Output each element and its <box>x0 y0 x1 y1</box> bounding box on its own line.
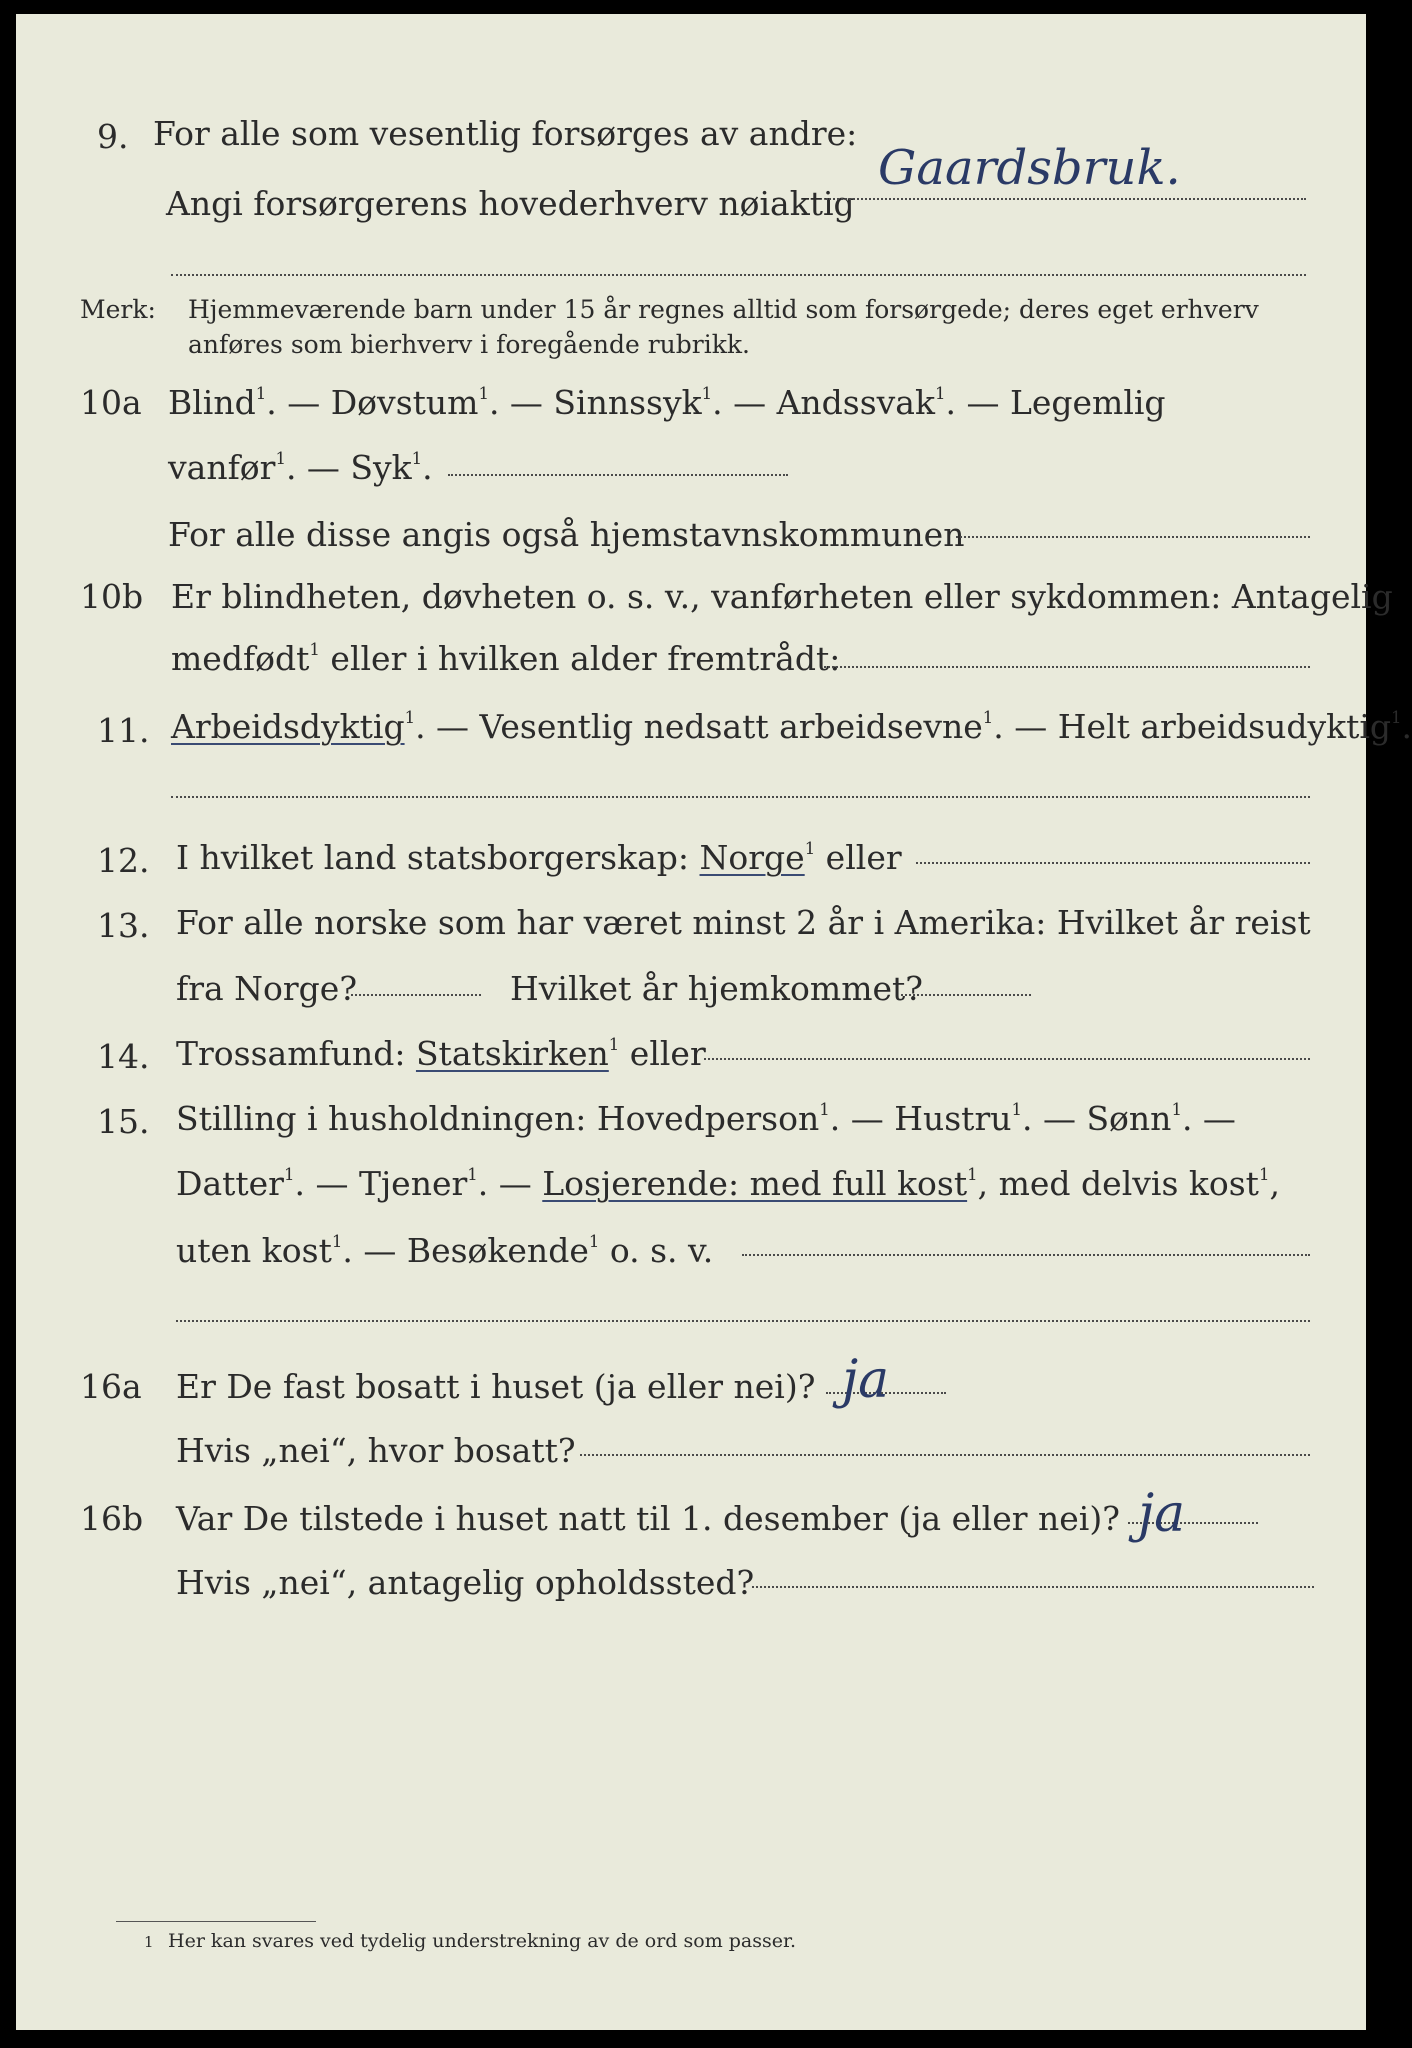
q9-answer-line <box>826 198 1306 200</box>
q14-answer-line <box>704 1058 1310 1060</box>
merk-line1: Hjemmeværende barn under 15 år regnes alltid som forsørgede; deres eget erhverv <box>188 295 1259 324</box>
q12-line <box>176 838 902 877</box>
q12-underlined-option: Norge <box>699 838 805 877</box>
q16a-line2: Hvis „nei“, hvor bosatt? <box>176 1431 576 1470</box>
q15-line3: uten kost$^1$. — Besøkende$^1$ o. s. v. <box>176 1231 714 1270</box>
q12-answer-line <box>916 862 1310 864</box>
q15-number: 15. <box>97 1102 150 1141</box>
q11-rest: $^1$. — Vesentlig nedsatt arbeidsevne$^1$. — Helt arbeidsudyktig$^1$. <box>404 707 1412 746</box>
q14-post: $^1$ eller <box>608 1034 706 1073</box>
q12-number: 12. <box>97 841 150 880</box>
q16b-location-line <box>752 1586 1314 1588</box>
q10a-line3: For alle disse angis også hjemstavnskommunen <box>168 515 965 554</box>
q10b-answer-line <box>824 666 1310 668</box>
q10b-number: 10b <box>80 577 144 616</box>
q16b-line1: Var De tilstede i huset natt til 1. desember (ja eller nei)? <box>176 1499 1120 1538</box>
q16b-line2: Hvis „nei“, antagelig opholdssted? <box>176 1563 755 1602</box>
q16a-location-line <box>580 1454 1310 1456</box>
q13-number: 13. <box>97 906 150 945</box>
q13-year-left-line <box>351 994 481 996</box>
footnote-mark: 1 <box>144 1933 154 1951</box>
q14-underlined-option: Statskirken <box>415 1034 609 1073</box>
q11-underlined-option: Arbeidsdyktig <box>171 707 405 746</box>
q15-answer-line <box>742 1254 1310 1256</box>
q13-line1: For alle norske som har været minst 2 år i Amerika: Hvilket år reist <box>176 903 1311 942</box>
q10b-line1: Er blindheten, døvheten o. s. v., vanførheten eller sykdommen: Antagelig <box>171 577 1393 616</box>
q15-line2 <box>176 1164 1280 1203</box>
q15-extra-line <box>176 1320 1310 1322</box>
q16a-handwritten-answer: ja <box>842 1350 890 1410</box>
q11-number: 11. <box>97 711 150 750</box>
q15-line2-start: Datter$^1$. — Tjener$^1$. — <box>176 1164 543 1203</box>
q15-line1: Stilling i husholdningen: Hovedperson$^1$. — Hustru$^1$. — Sønn$^1$. — <box>176 1099 1236 1138</box>
merk-line2: anføres som bierhverv i foregående rubrikk. <box>188 330 750 359</box>
q15-line2-end: $^1$, med delvis kost$^1$, <box>967 1164 1280 1203</box>
footnote-rule <box>116 1921 316 1922</box>
q9-extra-line <box>171 274 1306 276</box>
q11-extra-line <box>171 796 1310 798</box>
q10a-municipality-line <box>956 536 1310 538</box>
q9-line1: For alle som vesentlig forsørges av andre: <box>153 114 858 153</box>
q10b-line2: medfødt$^1$ eller i hvilken alder fremtrådt: <box>171 639 841 678</box>
census-form-page <box>16 14 1412 2030</box>
q12-post: $^1$ eller <box>804 838 902 877</box>
q16a-line1: Er De fast bosatt i huset (ja eller nei)? <box>176 1367 816 1406</box>
q15-underlined-option: Losjerende: med full kost <box>542 1164 968 1203</box>
q13-year-returned-line <box>901 994 1031 996</box>
q14-number: 14. <box>97 1037 150 1076</box>
q16b-handwritten-answer: ja <box>1138 1484 1186 1544</box>
q10a-answer-line <box>448 474 788 476</box>
q16b-number: 16b <box>80 1499 144 1538</box>
q14-text: Trossamfund: <box>176 1034 416 1073</box>
q9-line2: Angi forsørgerens hovederhverv nøiaktig <box>166 184 855 223</box>
q9-handwritten-answer: Gaardsbruk. <box>878 140 1181 196</box>
merk-label: Merk: <box>80 295 156 324</box>
q10a-line1: Blind$^1$. — Døvstum$^1$. — Sinnssyk$^1$. — Andssvak$^1$. — Legemlig <box>168 383 1166 422</box>
q11-line <box>171 707 1412 746</box>
q12-text: I hvilket land statsborgerskap: <box>176 838 700 877</box>
q10a-line2: vanfør$^1$. — Syk$^1$. <box>168 448 433 487</box>
q9-number: 9. <box>97 117 129 156</box>
q16a-number: 16a <box>80 1367 142 1406</box>
q14-line <box>176 1034 706 1073</box>
q13-line2b: Hvilket år hjemkommet? <box>510 969 923 1008</box>
q13-line2a: fra Norge? <box>176 969 358 1008</box>
footnote-text: Her kan svares ved tydelig understrekning av de ord som passer. <box>168 1930 797 1952</box>
q10a-number: 10a <box>80 383 142 422</box>
